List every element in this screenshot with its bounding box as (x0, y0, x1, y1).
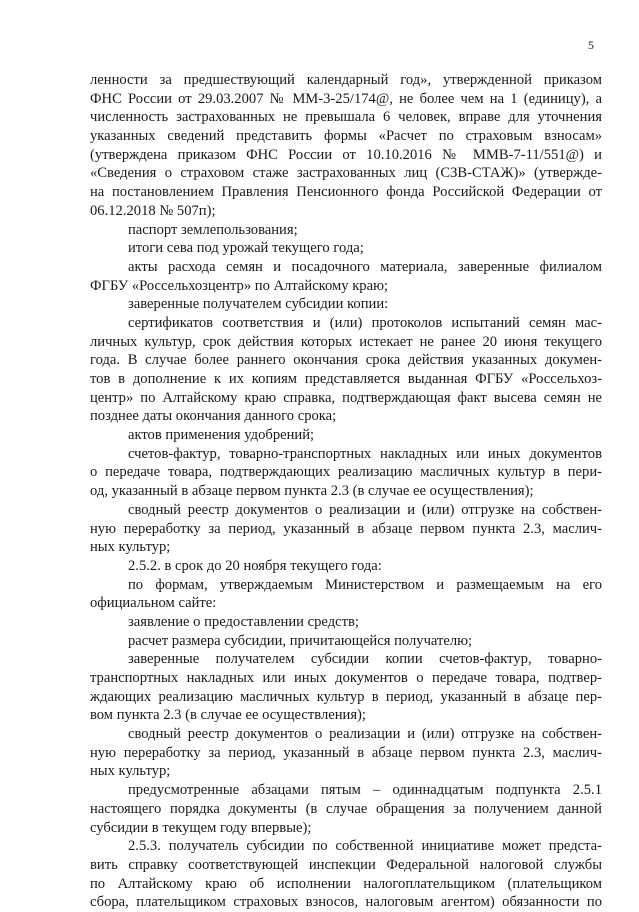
text-line: года. В случае более раннего окончания срока действия указанных докумен- (90, 352, 602, 369)
text-line: ждающих реализацию масличных культур в период, указанный в абзаце пер- (90, 688, 602, 705)
text-line: паспорт землепользования; (128, 221, 298, 238)
text-line: «Сведения о страховом стаже застрахованных лиц (СЗВ-СТАЖ)» (утвержде- (90, 165, 602, 182)
text-line: ФГБУ «Россельхозцентр» по Алтайскому краю; (90, 277, 389, 294)
text-line: официальном сайте: (90, 595, 217, 612)
text-line: центр» по Алтайскому краю справка, подтверждающая факт высева семян не (90, 389, 602, 406)
text-line: указанных сведений представить формы «Расчет по страховым взносам» (90, 128, 602, 145)
text-line: ных культур; (90, 763, 171, 780)
text-line: транспортных накладных или иных документов о передаче товара, подтвер- (90, 670, 602, 686)
text-line: на постановлением Правления Пенсионного фонда Российской Федерации от (90, 184, 602, 201)
text-line: по Алтайскому краю об исполнении налогоплательщиком (плательщиком (90, 875, 602, 892)
text-line: счетов-фактур, товарно-транспортных накладных или иных документов (128, 445, 602, 462)
text-line: вить справку соответствующей инспекции Федеральной налоговой службы (90, 856, 602, 873)
text-line: сбора, плательщиком страховых взносов, налоговым агентом) обязанности по (90, 894, 602, 911)
document-body (90, 71, 602, 912)
text-line: сводный реестр документов о реализации и (или) отгрузке на собствен- (128, 501, 602, 518)
text-line: сертификатов соответствия и (или) протоколов испытаний семян мас- (128, 314, 602, 331)
page-number: 5 (588, 38, 594, 52)
text-line: 2.5.3. получатель субсидии по собственной инициативе может предста- (128, 838, 602, 855)
text-line: личных культур, срок действия которых истекает не ранее 20 июня текущего (90, 333, 602, 350)
text-line: субсидии в текущем году впервые); (90, 819, 312, 836)
text-line: заверенные получателем субсидии копии счетов-фактур, товарно- (128, 651, 602, 668)
text-line: ФНС России от 29.03.2007 № ММ-3-25/174@, не более чем на 1 (единицу), а (90, 90, 602, 107)
text-line: настоящего порядка документы (в случае обращения за получением данной (90, 800, 602, 817)
text-line: заявление о предоставлении средств; (128, 613, 359, 630)
text-line: позднее даты окончания данного срока; (90, 408, 337, 425)
text-line: предусмотренные абзацами пятым – одиннадцатым подпункта 2.5.1 (128, 782, 602, 799)
text-line: сводный реестр документов о реализации и (или) отгрузке на собствен- (128, 726, 602, 743)
text-line: ную переработку за период, указанный в абзаце первом пункта 2.3, маслич- (90, 520, 602, 537)
text-line: 06.12.2018 № 507п); (90, 202, 216, 219)
text-line: ных культур; (90, 539, 171, 556)
text-line: итоги сева под урожай текущего года; (128, 240, 364, 257)
text-line: тов в дополнение к их копиям представляется выданная ФГБУ «Россельхоз- (90, 371, 602, 387)
text-line: ленности за предшествующий календарный год», утвержденной приказом (90, 72, 602, 88)
text-line: численность застрахованных не превышала 6 человек, вправе для уточнения (90, 109, 602, 126)
text-line: акты расхода семян и посадочного материала, заверенные филиалом (128, 258, 602, 275)
text-line: 2.5.2. в срок до 20 ноября текущего года: (128, 557, 382, 574)
text-line: расчет размера субсидии, причитающейся получателю; (128, 632, 473, 649)
text-line: актов применения удобрений; (128, 427, 315, 444)
text-line: о передаче товара, подтверждающих реализацию масличных культур в пери- (90, 464, 602, 481)
text-line: ную переработку за период, указанный в абзаце первом пункта 2.3, маслич- (90, 744, 602, 761)
text-line: вом пункта 2.3 (в случае ее осуществления); (90, 707, 366, 724)
text-line: по формам, утверждаемым Министерством и размещаемым на его (128, 576, 602, 593)
text-line: (утверждена приказом ФНС России от 10.10.2016 № ММВ-7-11/551@) и (90, 146, 602, 163)
text-line: заверенные получателем субсидии копии: (128, 296, 389, 313)
text-line: од, указанный в абзаце первом пункта 2.3 (в случае ее осуществления); (90, 483, 534, 500)
